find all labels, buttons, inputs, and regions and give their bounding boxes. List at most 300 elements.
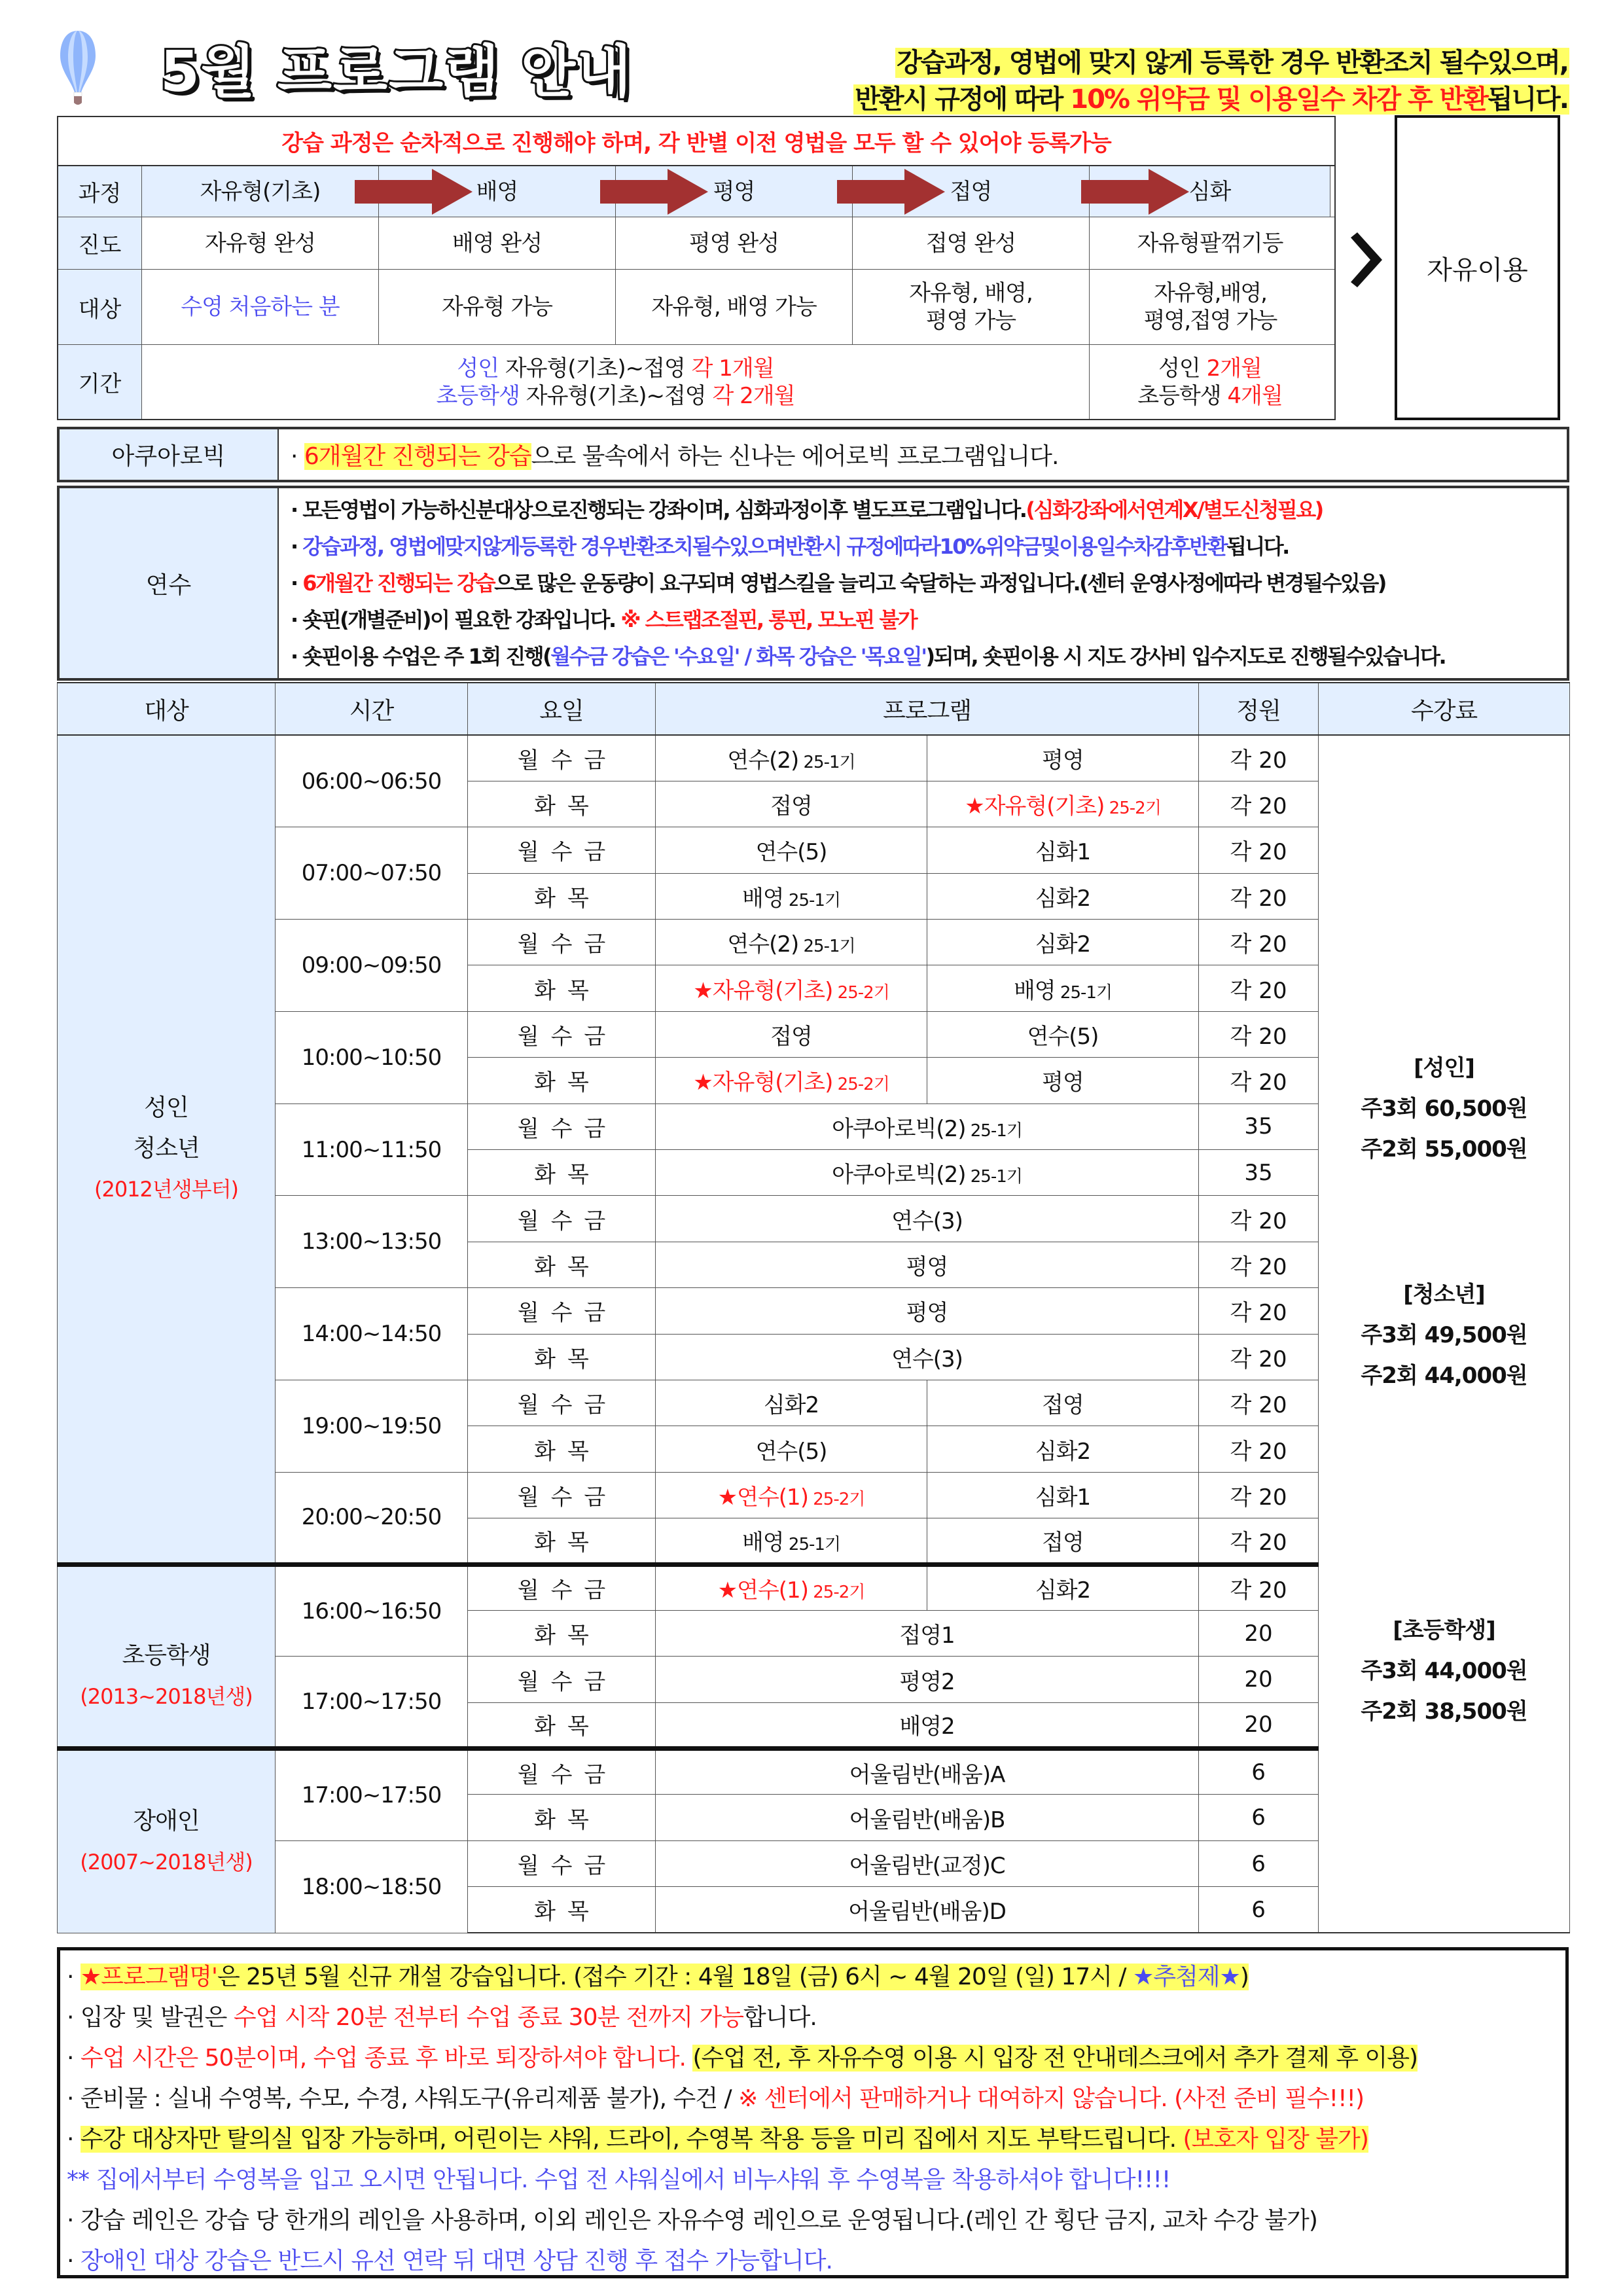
program-name: ★자유형(기초) bbox=[693, 1069, 833, 1096]
header-day: 요일 bbox=[468, 683, 656, 735]
program-cohort: 25-1기 bbox=[798, 752, 855, 772]
program-name: 배영2 bbox=[899, 1713, 955, 1740]
header-program: 프로그램 bbox=[656, 683, 1199, 735]
program-cell bbox=[656, 1657, 1199, 1702]
program-name: 아쿠아로빅(2) bbox=[832, 1115, 966, 1142]
period-adult-label: 성인 bbox=[457, 355, 499, 382]
fee-cell bbox=[1319, 735, 1570, 1196]
target-text: 자유형, 배영, bbox=[909, 280, 1033, 306]
free-use-box: 자유이용 bbox=[1395, 115, 1560, 420]
target-text: 자유형, 배영 가능 bbox=[651, 294, 817, 320]
period-advanced-cell bbox=[1090, 345, 1330, 419]
program-name: 연수(2) bbox=[727, 747, 799, 774]
note-item bbox=[67, 2200, 1559, 2241]
capacity-cell: 6 bbox=[1199, 1887, 1319, 1933]
capacity-cell: 20 bbox=[1199, 1610, 1319, 1656]
period-main-cell bbox=[142, 345, 1090, 419]
time-cell: 20:00~20:50 bbox=[276, 1472, 468, 1564]
capacity-cell: 20 bbox=[1199, 1657, 1319, 1702]
program-cell bbox=[656, 1288, 1199, 1334]
program-cohort: 25-1기 bbox=[783, 890, 841, 910]
notes-box bbox=[57, 1947, 1569, 2278]
aqua-highlight: 6개월간 진행되는 강습 bbox=[304, 443, 531, 470]
program-cell bbox=[927, 873, 1199, 919]
capacity-cell: 각 20 bbox=[1199, 1380, 1319, 1426]
program-cohort: 25-2기 bbox=[808, 1583, 865, 1603]
day-cell: 화목 bbox=[468, 1887, 656, 1933]
program-name: 접영 bbox=[770, 793, 812, 820]
target-group-name: 초등학생 bbox=[122, 1641, 211, 1669]
yeonsu-text: · 숏핀이용 수업은 주 1회 진행( bbox=[291, 644, 551, 669]
day-cell: 화목 bbox=[468, 1150, 656, 1196]
target-text: 자유형,배영, bbox=[1154, 280, 1266, 306]
bullet: · bbox=[67, 2045, 80, 2072]
capacity-cell: 각 20 bbox=[1199, 1196, 1319, 1242]
course-progression-table bbox=[57, 116, 1336, 420]
aqua-text: 으로 물속에서 하는 신나는 에어로빅 프로그램입니다. bbox=[531, 443, 1059, 470]
program-cell bbox=[656, 873, 927, 919]
yeonsu-text-blue: 월수금 강습은 '수요일' / 화목 강습은 '목요일' bbox=[550, 644, 926, 669]
program-cell bbox=[656, 920, 927, 965]
note-text-blue: 장애인 대상 강습은 반드시 유선 연락 뒤 대면 상담 진행 후 접수 가능합니다. bbox=[80, 2248, 832, 2274]
schedule-header-row bbox=[58, 683, 1570, 735]
target-group-cell bbox=[58, 1564, 276, 1749]
bullet: · bbox=[67, 2126, 80, 2153]
target-text: 자유형 가능 bbox=[441, 294, 553, 320]
capacity-cell: 각 20 bbox=[1199, 781, 1319, 827]
hot-air-balloon-icon bbox=[59, 29, 97, 108]
bullet: · bbox=[291, 443, 304, 470]
day-cell: 월수금 bbox=[468, 827, 656, 873]
day-cell: 월수금 bbox=[468, 1749, 656, 1795]
bullet: · bbox=[67, 2248, 80, 2274]
target-group-years: (2013~2018년생) bbox=[80, 1683, 253, 1709]
program-cell bbox=[656, 1196, 1199, 1242]
target-group-name: 청소년 bbox=[133, 1135, 200, 1162]
program-cell bbox=[656, 1564, 927, 1610]
note-text-blue: ** 집에서부터 수영복을 입고 오시면 안됩니다. 수업 전 샤워실에서 비누샤워 후 수영복을 착용하셔야 합니다!!!! bbox=[67, 2166, 1171, 2193]
fee-cell bbox=[1319, 1610, 1570, 1933]
schedule-table bbox=[57, 682, 1570, 1933]
program-name: 심화1 bbox=[1035, 839, 1091, 866]
capacity-cell: 각 20 bbox=[1199, 1334, 1319, 1380]
fee-2x-week: 주2회 44,000원 bbox=[1361, 1362, 1527, 1389]
period-adv-adult-label: 성인 bbox=[1158, 355, 1207, 382]
note-text: 강습 레인은 강습 당 한개의 레인을 사용하며, 이외 레인은 자유수영 레인으로 운영됩니다.(레인 간 횡단 금지, 교차 수강 불가) bbox=[80, 2207, 1317, 2234]
day-cell: 화목 bbox=[468, 1334, 656, 1380]
program-cell bbox=[656, 1610, 1199, 1656]
note-text-red: ★프로그램명' bbox=[80, 1964, 217, 1990]
header-capacity: 정원 bbox=[1199, 683, 1319, 735]
target-text: 수영 처음하는 분 bbox=[181, 294, 340, 320]
capacity-cell: 각 20 bbox=[1199, 827, 1319, 873]
target-text: 평영 가능 bbox=[925, 308, 1016, 334]
period-adv-child-label: 초등학생 bbox=[1137, 382, 1228, 409]
fee-3x-week: 주3회 44,000원 bbox=[1361, 1658, 1527, 1685]
note-text-blue: ★추첨제★ bbox=[1132, 1964, 1240, 1990]
program-cell bbox=[656, 1103, 1199, 1149]
schedule-row bbox=[58, 735, 1570, 781]
note-item bbox=[67, 1957, 1559, 1998]
program-cohort: 25-2기 bbox=[1104, 798, 1161, 819]
day-cell: 월수금 bbox=[468, 1472, 656, 1518]
yeonsu-section bbox=[57, 486, 1569, 681]
program-name: 연수(3) bbox=[891, 1208, 963, 1234]
program-cell bbox=[927, 735, 1199, 781]
note-item bbox=[67, 2079, 1559, 2119]
progress-cell: 평영 완성 bbox=[616, 217, 853, 269]
program-name: 심화2 bbox=[1035, 1577, 1091, 1604]
notice-penalty: 10% 위약금 및 이용일수 차감 후 반환 bbox=[1070, 84, 1488, 115]
program-name: 평영 bbox=[906, 1253, 948, 1280]
aqua-label: 아쿠아로빅 bbox=[60, 429, 279, 480]
page-title: 5월 프로그램 안내 bbox=[160, 39, 633, 105]
refund-notice bbox=[853, 45, 1569, 118]
course-cell bbox=[142, 166, 379, 217]
program-cell bbox=[656, 1887, 1199, 1933]
day-cell: 월수금 bbox=[468, 1288, 656, 1334]
program-name: 접영 bbox=[1042, 1529, 1084, 1556]
target-cell bbox=[1090, 270, 1330, 344]
aqua-aerobic-section bbox=[57, 427, 1569, 482]
progress-cell: 배영 완성 bbox=[379, 217, 616, 269]
header-fee: 수강료 bbox=[1319, 683, 1570, 735]
note-text: 은 25년 5월 신규 개설 강습입니다. (접수 기간 : 4월 18일 (금) 6시 ~ 4월 20일 (일) 17시 / bbox=[217, 1964, 1133, 1990]
program-cell bbox=[927, 920, 1199, 965]
yeonsu-line bbox=[291, 528, 1567, 565]
fee-3x-week: 주3회 49,500원 bbox=[1361, 1321, 1527, 1348]
fee-title: [성인] bbox=[1414, 1054, 1474, 1081]
note-text: 입장 및 발권은 bbox=[80, 2004, 234, 2031]
note-item bbox=[67, 2038, 1559, 2079]
program-name: 평영2 bbox=[899, 1668, 955, 1695]
program-name: 평영 bbox=[906, 1300, 948, 1327]
program-cell bbox=[927, 1564, 1199, 1610]
target-cell bbox=[142, 270, 379, 344]
day-cell: 화목 bbox=[468, 1058, 656, 1103]
yeonsu-line bbox=[291, 565, 1567, 601]
program-cohort: 25-2기 bbox=[832, 1075, 889, 1095]
day-cell: 월수금 bbox=[468, 1380, 656, 1426]
period-adult-duration: 각 1개월 bbox=[691, 355, 774, 382]
bullet: · bbox=[67, 2085, 80, 2112]
fee-2x-week: 주2회 55,000원 bbox=[1361, 1136, 1527, 1162]
target-cell bbox=[616, 270, 853, 344]
period-child-label: 초등학생 bbox=[436, 382, 520, 409]
day-cell: 화목 bbox=[468, 1610, 656, 1656]
time-cell: 06:00~06:50 bbox=[276, 735, 468, 827]
capacity-cell: 각 20 bbox=[1199, 1011, 1319, 1057]
program-cohort: 25-2기 bbox=[808, 1489, 865, 1509]
program-name: 연수(5) bbox=[1027, 1024, 1099, 1050]
program-name: 심화2 bbox=[1035, 885, 1091, 912]
program-name: 어울림반(배움)D bbox=[848, 1899, 1006, 1926]
target-row bbox=[58, 270, 1334, 345]
day-cell: 화목 bbox=[468, 781, 656, 827]
target-group-years: (2012년생부터) bbox=[94, 1177, 239, 1202]
program-name: 배영 bbox=[741, 1529, 784, 1556]
program-cell bbox=[927, 1011, 1199, 1057]
program-name: 연수(5) bbox=[755, 839, 827, 866]
program-name: 연수(2) bbox=[727, 931, 799, 958]
day-cell: 화목 bbox=[468, 1518, 656, 1564]
header-target: 대상 bbox=[58, 683, 276, 735]
yeonsu-line bbox=[291, 601, 1567, 638]
progress-label: 진도 bbox=[58, 217, 142, 269]
program-cell bbox=[927, 1518, 1199, 1564]
program-name: ★연수(1) bbox=[717, 1577, 808, 1604]
program-cohort: 25-2기 bbox=[832, 982, 889, 1003]
course-name: 평영 bbox=[713, 178, 755, 205]
capacity-cell: 각 20 bbox=[1199, 1564, 1319, 1610]
note-text: ) bbox=[1240, 1964, 1249, 1990]
target-text: 평영,접영 가능 bbox=[1143, 308, 1277, 334]
yeonsu-text-red: (심화강좌에서연계X/별도신청필요) bbox=[1026, 497, 1323, 522]
yeonsu-text-blue: 강습과정, 영법에맞지않게등록한 경우반환조치될수있으며반환시 규정에따라10%위약금및이용일수차감후반환 bbox=[302, 534, 1226, 559]
period-adv-adult-duration: 2개월 bbox=[1206, 355, 1262, 382]
capacity-cell: 35 bbox=[1199, 1103, 1319, 1149]
program-cell bbox=[927, 1472, 1199, 1518]
header-time: 시간 bbox=[276, 683, 468, 735]
program-name: 심화2 bbox=[763, 1392, 819, 1419]
program-cell bbox=[656, 1242, 1199, 1287]
yeonsu-text: )되며, 숏핀이용 시 지도 강사비 입수지도로 진행될수있습니다. bbox=[925, 644, 1446, 669]
day-cell: 화목 bbox=[468, 965, 656, 1011]
yeonsu-text-red: ※ 스트랩조절핀, 롱핀, 모노핀 불가 bbox=[620, 607, 917, 632]
course-banner: 강습 과정은 순차적으로 진행해야 하며, 각 반별 이전 영법을 모두 할 수 있어야 등록가능 bbox=[58, 117, 1334, 166]
schedule-row bbox=[58, 1196, 1570, 1242]
note-text-red: ※ 센터에서 판매하거나 대여하지 않습니다. (사전 준비 필수!!!) bbox=[738, 2085, 1364, 2112]
note-text-highlight: (수업 전, 후 자유수영 이용 시 입장 전 안내데스크에서 추가 결제 후 이용) bbox=[692, 2045, 1418, 2072]
program-cell bbox=[656, 1380, 927, 1426]
day-cell: 월수금 bbox=[468, 1103, 656, 1149]
capacity-cell: 6 bbox=[1199, 1749, 1319, 1795]
time-cell: 17:00~17:50 bbox=[276, 1657, 468, 1749]
yeonsu-label: 연수 bbox=[60, 488, 279, 678]
course-row bbox=[58, 166, 1334, 217]
capacity-cell: 각 20 bbox=[1199, 965, 1319, 1011]
note-item bbox=[67, 2241, 1559, 2282]
program-cell bbox=[656, 1702, 1199, 1748]
time-cell: 13:00~13:50 bbox=[276, 1196, 468, 1288]
day-cell: 월수금 bbox=[468, 1840, 656, 1886]
program-cell bbox=[656, 965, 927, 1011]
time-cell: 19:00~19:50 bbox=[276, 1380, 468, 1472]
yeonsu-line bbox=[291, 492, 1567, 528]
target-cell bbox=[853, 270, 1090, 344]
note-text: 수강 대상자만 탈의실 입장 가능하며, 어린이는 샤워, 드라이, 수영복 착용 등을 미리 집에서 지도 부탁드립니다. bbox=[80, 2126, 1183, 2153]
program-name: 아쿠아로빅(2) bbox=[832, 1162, 966, 1189]
program-name: 연수(3) bbox=[891, 1346, 963, 1372]
program-name: 평영 bbox=[1042, 1069, 1084, 1096]
program-cell bbox=[656, 1795, 1199, 1840]
yeonsu-text: · bbox=[291, 534, 303, 559]
program-name: ★연수(1) bbox=[717, 1484, 808, 1511]
target-cell bbox=[379, 270, 616, 344]
program-cell bbox=[656, 1426, 927, 1472]
notice-line-1: 강습과정, 영법에 맞지 않게 등록한 경우 반환조치 될수있으며, bbox=[897, 48, 1568, 78]
course-name: 접영 bbox=[950, 178, 992, 205]
yeonsu-text: · bbox=[291, 571, 303, 596]
capacity-cell: 각 20 bbox=[1199, 735, 1319, 781]
program-cohort: 25-1기 bbox=[965, 1121, 1022, 1141]
time-cell: 18:00~18:50 bbox=[276, 1840, 468, 1933]
capacity-cell: 각 20 bbox=[1199, 1242, 1319, 1287]
program-name: 접영 bbox=[770, 1024, 812, 1050]
day-cell: 화목 bbox=[468, 1426, 656, 1472]
program-cohort: 25-1기 bbox=[783, 1534, 841, 1554]
yeonsu-text: · 숏핀(개별준비)이 필요한 강좌입니다. bbox=[291, 607, 621, 632]
period-adv-child-duration: 4개월 bbox=[1227, 382, 1283, 409]
capacity-cell: 6 bbox=[1199, 1840, 1319, 1886]
bullet: · bbox=[67, 2207, 80, 2234]
program-name: 평영 bbox=[1042, 747, 1084, 774]
day-cell: 화목 bbox=[468, 1702, 656, 1748]
note-text: 준비물 : 실내 수영복, 수모, 수경, 샤워도구(유리제품 불가), 수건 / bbox=[80, 2085, 739, 2112]
program-cell bbox=[656, 827, 927, 873]
capacity-cell: 각 20 bbox=[1199, 1426, 1319, 1472]
notice-line-2a: 반환시 규정에 따라 bbox=[855, 84, 1071, 115]
capacity-cell: 각 20 bbox=[1199, 1472, 1319, 1518]
period-adult-text: 자유형(기초)~접영 bbox=[499, 355, 692, 382]
time-cell: 10:00~10:50 bbox=[276, 1011, 468, 1103]
yeonsu-line bbox=[291, 638, 1567, 675]
program-name: 심화2 bbox=[1035, 1438, 1091, 1465]
right-arrow-icon bbox=[355, 169, 473, 215]
program-cell bbox=[927, 1380, 1199, 1426]
day-cell: 월수금 bbox=[468, 1011, 656, 1057]
program-name: 어울림반(배움)B bbox=[849, 1806, 1005, 1833]
program-name: ★자유형(기초) bbox=[965, 793, 1105, 820]
period-row bbox=[58, 345, 1334, 419]
time-cell: 11:00~11:50 bbox=[276, 1103, 468, 1196]
progress-cell: 자유형 완성 bbox=[142, 217, 379, 269]
progress-row bbox=[58, 217, 1334, 270]
program-cell bbox=[656, 781, 927, 827]
capacity-cell: 6 bbox=[1199, 1795, 1319, 1840]
chevron-right-icon bbox=[1348, 232, 1382, 287]
period-child-duration: 각 2개월 bbox=[712, 382, 795, 409]
note-text-red: (보호자 입장 불가) bbox=[1183, 2126, 1368, 2153]
program-cell bbox=[927, 1426, 1199, 1472]
program-cohort: 25-1기 bbox=[1055, 982, 1113, 1003]
program-cell bbox=[927, 1058, 1199, 1103]
course-name: 심화 bbox=[1188, 178, 1231, 205]
course-name: 배영 bbox=[476, 178, 518, 205]
time-cell: 14:00~14:50 bbox=[276, 1288, 468, 1380]
yeonsu-text: 됩니다. bbox=[1226, 534, 1289, 559]
program-cell bbox=[656, 1840, 1199, 1886]
program-cell bbox=[927, 827, 1199, 873]
fee-title: [청소년] bbox=[1403, 1281, 1485, 1308]
program-name: 연수(5) bbox=[755, 1438, 827, 1465]
fee-2x-week: 주2회 38,500원 bbox=[1361, 1698, 1527, 1725]
fee-title: [초등학생] bbox=[1393, 1617, 1495, 1644]
yeonsu-text-red: 6개월간 진행되는 강습 bbox=[302, 571, 495, 596]
capacity-cell: 35 bbox=[1199, 1150, 1319, 1196]
program-cohort: 25-1기 bbox=[798, 937, 855, 957]
note-item bbox=[67, 2160, 1559, 2200]
program-cell bbox=[656, 1472, 927, 1518]
program-name: 접영 bbox=[1042, 1392, 1084, 1419]
note-text-red: 수업 시작 20분 전부터 수업 종료 30분 전까지 가능 bbox=[233, 2004, 744, 2031]
capacity-cell: 20 bbox=[1199, 1702, 1319, 1748]
program-cohort: 25-1기 bbox=[965, 1167, 1022, 1187]
program-cell bbox=[656, 1749, 1199, 1795]
program-cell bbox=[656, 1058, 927, 1103]
day-cell: 화목 bbox=[468, 873, 656, 919]
bullet: · bbox=[67, 2004, 80, 2031]
target-group-years: (2007~2018년생) bbox=[80, 1849, 253, 1874]
target-group-cell bbox=[58, 735, 276, 1564]
right-arrow-icon bbox=[837, 169, 945, 215]
program-cell bbox=[927, 965, 1199, 1011]
program-cell bbox=[656, 735, 927, 781]
program-cell bbox=[656, 1150, 1199, 1196]
target-label: 대상 bbox=[58, 270, 142, 344]
day-cell: 월수금 bbox=[468, 1564, 656, 1610]
yeonsu-text: 으로 많은 운동량이 요구되며 영법스킬을 늘리고 숙달하는 과정입니다.(센터 운영사정에따라 변경될수있음) bbox=[494, 571, 1385, 596]
time-cell: 09:00~09:50 bbox=[276, 920, 468, 1012]
bullet: · bbox=[67, 1964, 80, 1990]
right-arrow-icon bbox=[1081, 169, 1189, 215]
program-cell bbox=[656, 1518, 927, 1564]
note-text-red: 수업 시간은 50분이며, 수업 종료 후 바로 퇴장하셔야 합니다. bbox=[80, 2045, 693, 2072]
progress-cell: 접영 완성 bbox=[853, 217, 1090, 269]
capacity-cell: 각 20 bbox=[1199, 1288, 1319, 1334]
time-cell: 07:00~07:50 bbox=[276, 827, 468, 920]
note-text: 합니다. bbox=[743, 2004, 817, 2031]
note-item bbox=[67, 2119, 1559, 2160]
program-name: ★자유형(기초) bbox=[693, 977, 833, 1004]
time-cell: 16:00~16:50 bbox=[276, 1564, 468, 1657]
day-cell: 화목 bbox=[468, 1795, 656, 1840]
fee-cell bbox=[1319, 1196, 1570, 1611]
target-group-name: 성인 bbox=[144, 1094, 188, 1122]
program-cell bbox=[656, 1334, 1199, 1380]
period-child-text: 자유형(기초)~접영 bbox=[519, 382, 713, 409]
course-name: 자유형(기초) bbox=[200, 178, 321, 205]
capacity-cell: 각 20 bbox=[1199, 873, 1319, 919]
note-item bbox=[67, 1998, 1559, 2038]
day-cell: 월수금 bbox=[468, 1657, 656, 1702]
capacity-cell: 각 20 bbox=[1199, 920, 1319, 965]
right-arrow-icon bbox=[600, 169, 708, 215]
day-cell: 화목 bbox=[468, 1242, 656, 1287]
fee-3x-week: 주3회 60,500원 bbox=[1361, 1095, 1527, 1122]
program-name: 접영1 bbox=[899, 1623, 955, 1649]
program-name: 어울림반(교정)C bbox=[849, 1853, 1005, 1880]
day-cell: 월수금 bbox=[468, 1196, 656, 1242]
yeonsu-text: · 모든영법이 가능하신분대상으로진행되는 강좌이며, 심화과정이후 별도프로그램입니다. bbox=[291, 497, 1026, 522]
target-group-name: 장애인 bbox=[133, 1807, 200, 1835]
program-name: 어울림반(배움)A bbox=[849, 1761, 1005, 1788]
period-label: 기간 bbox=[58, 345, 142, 419]
aqua-description bbox=[279, 429, 1567, 480]
day-cell: 월수금 bbox=[468, 920, 656, 965]
time-cell: 17:00~17:50 bbox=[276, 1749, 468, 1841]
notice-line-2c: 됩니다. bbox=[1487, 84, 1568, 115]
progress-cell: 자유형팔꺾기등 bbox=[1137, 230, 1283, 257]
course-label: 과정 bbox=[58, 166, 142, 217]
program-name: 심화1 bbox=[1035, 1484, 1091, 1511]
capacity-cell: 각 20 bbox=[1199, 1058, 1319, 1103]
capacity-cell: 각 20 bbox=[1199, 1518, 1319, 1564]
program-name: 심화2 bbox=[1035, 931, 1091, 958]
program-name: 배영 bbox=[741, 885, 784, 912]
program-name: 배영 bbox=[1013, 977, 1056, 1004]
yeonsu-description bbox=[279, 488, 1567, 678]
